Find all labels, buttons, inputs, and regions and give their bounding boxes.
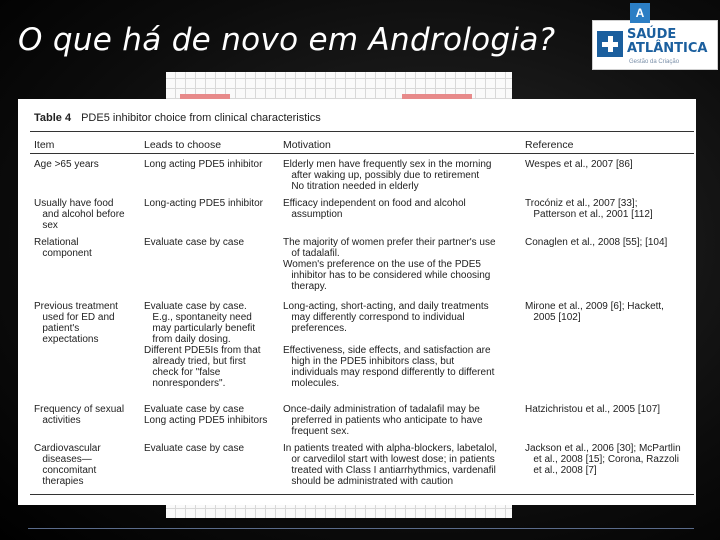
table-cell-item: Usually have food and alcohol before sex <box>34 198 125 231</box>
table-cell-leads: Evaluate case by case. E.g., spontaneity need may particularly benefit from daily dosing. Different PDE5Is from that already tried, but first check for "false nonresponders". <box>144 301 261 389</box>
logo-name <box>627 28 707 56</box>
table-rule-bottom <box>30 494 694 495</box>
table-cell-leads: Long acting PDE5 inhibitor <box>144 159 263 170</box>
slide-footer-line <box>28 528 694 529</box>
table-cell-item: Age >65 years <box>34 159 99 170</box>
table-cell-motivation: In patients treated with alpha-blockers, labetalol, or carvedilol start with lowest dose; in patients treated with Class I antiarrhythmics, vardenafil should be administrated with caution <box>283 443 498 487</box>
table-caption-text: PDE5 inhibitor choice from clinical characteristics <box>81 112 321 124</box>
medical-cross-icon <box>597 31 623 57</box>
table-cell-motivation: Elderly men have frequently sex in the morning after waking up, possibly due to retirement No titration needed in elderly <box>283 159 492 192</box>
table-cell-motivation: Long-acting, short-acting, and daily treatments may differently correspond to individual preferences. Effectiveness, side effects, and satisfaction are high in the PDE5 inhibitors class, but individuals may respond differently to different molecules. <box>283 301 495 389</box>
column-header-reference: Reference <box>525 139 574 151</box>
logo-name-line1: SAÚDE <box>627 27 677 42</box>
slide-title: O que há de novo em Andrologia? <box>18 22 556 58</box>
table-cell-reference: Mirone et al., 2009 [6]; Hackett, 2005 [102] <box>525 301 664 323</box>
table-caption <box>34 112 321 124</box>
table-cell-leads: Evaluate case by case <box>144 237 245 248</box>
table-cell-leads: Long-acting PDE5 inhibitor <box>144 198 263 209</box>
column-header-motivation: Motivation <box>283 139 331 151</box>
pde5-table <box>18 99 696 505</box>
saude-atlantica-logo <box>592 6 718 70</box>
table-cell-leads: Evaluate case by case <box>144 443 245 454</box>
table-cell-reference: Hatzichristou et al., 2005 [107] <box>525 404 661 415</box>
table-rule-header <box>30 153 694 154</box>
table-cell-reference: Trocóniz et al., 2007 [33]; Patterson et al., 2001 [112] <box>525 198 653 220</box>
table-cell-item: Cardiovascular diseases— concomitant therapies <box>34 443 101 487</box>
table-cell-item: Previous treatment used for ED and patient's expectations <box>34 301 118 345</box>
table-cell-leads: Evaluate case by case Long acting PDE5 inhibitors <box>144 404 268 426</box>
table-cell-item: Relational component <box>34 237 92 259</box>
table-cell-item: Frequency of sexual activities <box>34 404 125 426</box>
logo-badge: A <box>630 3 650 23</box>
table-cell-motivation: Efficacy independent on food and alcohol assumption <box>283 198 466 220</box>
column-header-item: Item <box>34 139 55 151</box>
table-cell-reference: Conaglen et al., 2008 [55]; [104] <box>525 237 668 248</box>
table-cell-motivation: The majority of women prefer their partner's use of tadalafil. Women's preference on the use of the PDE5 inhibitor has to be considered while choosing therapy. <box>283 237 496 292</box>
logo-name-line2: ATLÂNTICA <box>627 41 708 56</box>
table-label: Table 4 <box>34 112 72 124</box>
table-cell-reference: Wespes et al., 2007 [86] <box>525 159 633 170</box>
table-cell-motivation: Once-daily administration of tadalafil may be preferred in patients who anticipate to have frequent sex. <box>283 404 483 437</box>
table-rule-top <box>30 131 694 132</box>
logo-tagline: Gestão da Criação <box>629 59 680 65</box>
table-cell-reference: Jackson et al., 2006 [30]; McPartlin et al., 2008 [15]; Corona, Razzoli et al., 2008 [7] <box>525 443 681 476</box>
column-header-leads: Leads to choose <box>144 139 222 151</box>
